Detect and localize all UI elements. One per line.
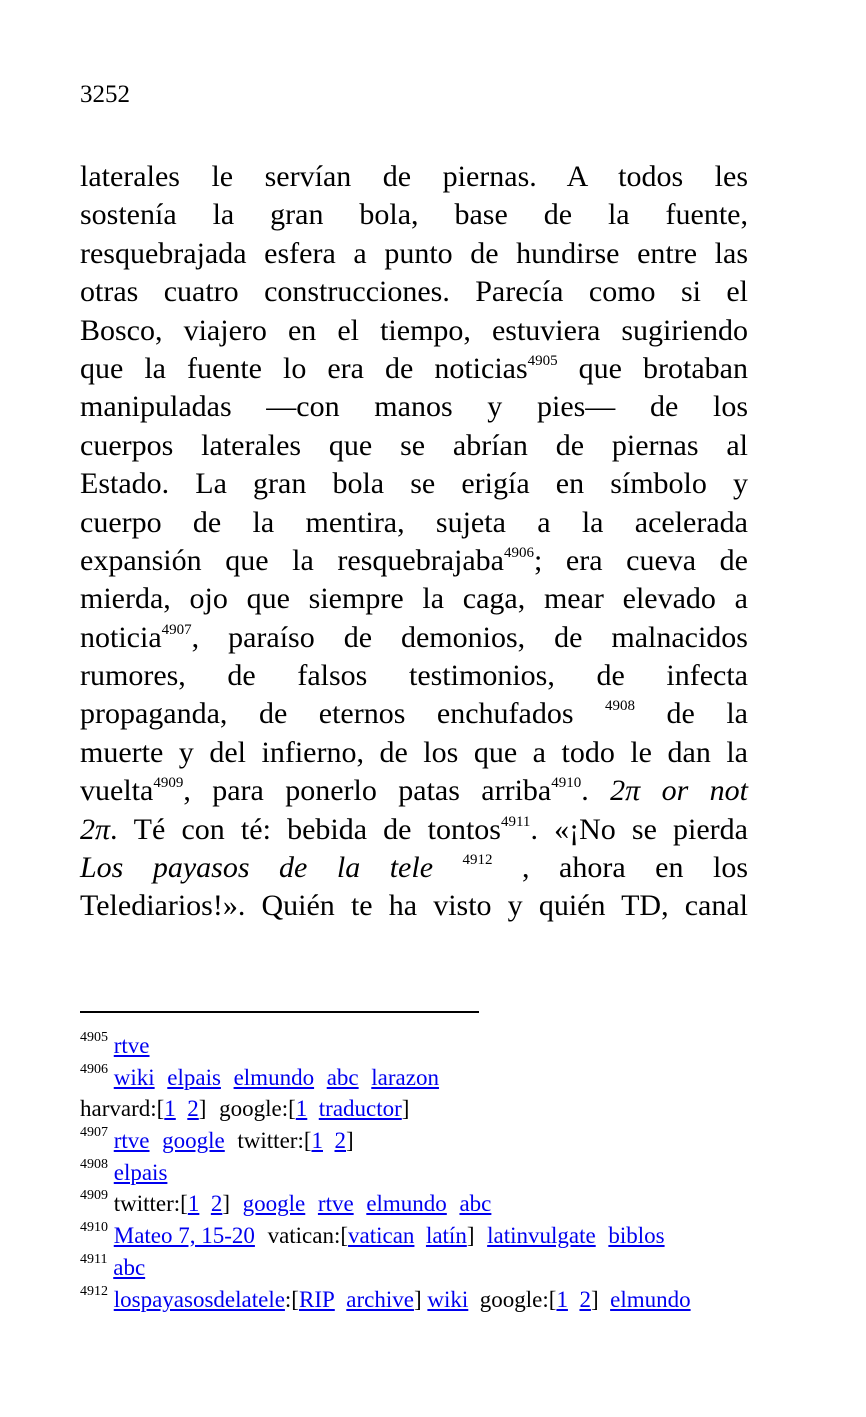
bracket: ] (198, 1096, 207, 1122)
text-run: vuelta (80, 774, 154, 808)
footnote-number: 4906 (80, 1061, 108, 1077)
bracket: :[ (284, 1286, 299, 1312)
text-run: ; era cueva de (533, 543, 748, 577)
footnote-link[interactable]: 2 (187, 1096, 199, 1122)
text-line: Telediarios!». Quién te ha visto y quién TD, canal (80, 889, 748, 923)
footnote-link[interactable]: 1 (164, 1096, 176, 1122)
text-run: . Té con té: bebida de tontos (110, 812, 501, 846)
page-number: 3252 (80, 81, 130, 108)
footnote-number: 4905 (80, 1030, 108, 1045)
text-run: . (581, 774, 611, 808)
bracket: ] (413, 1286, 422, 1312)
footnote-link[interactable]: abc (459, 1191, 492, 1217)
text-line (80, 350, 748, 388)
footnote-number: 4907 (80, 1125, 108, 1141)
bracket: ] (346, 1128, 354, 1154)
text-line: resquebrajada esfera a punto de hundirse entre las (80, 236, 748, 270)
footnote-4912 (80, 1284, 760, 1316)
text-run: , ahora en los (492, 851, 749, 885)
source-label: google:[ (479, 1286, 557, 1312)
text-run: de la (635, 697, 748, 731)
text-line (80, 849, 748, 887)
footnote-4910 (80, 1220, 760, 1252)
footnote-link[interactable]: latín (425, 1223, 467, 1249)
footnote-link[interactable]: rtve (113, 1128, 150, 1154)
bracket: ] (222, 1191, 231, 1217)
footnote-ref: 4910 (551, 775, 582, 792)
footnote-number: 4908 (80, 1156, 108, 1172)
footnote-link[interactable]: rtve (113, 1033, 150, 1058)
footnote-link[interactable]: 1 (311, 1128, 323, 1154)
text-line: sostenía la gran bola, base de la fuente, (80, 198, 748, 232)
footnote-link[interactable]: elmundo (610, 1286, 691, 1312)
footnote-number: 4911 (80, 1251, 108, 1267)
footnote-link[interactable]: latinvulgate (487, 1223, 596, 1249)
text-line (80, 811, 748, 849)
footnote-link[interactable]: elmundo (233, 1064, 315, 1090)
italic-run: Los payasos de la tele (80, 851, 434, 885)
footnote-link[interactable]: Mateo 7, 15-20 (113, 1223, 255, 1249)
footnote-link[interactable]: lospayasosdelatele (113, 1286, 285, 1312)
footnote-link[interactable]: abc (326, 1064, 359, 1090)
footnote-ref: 4905 (527, 352, 558, 369)
text-run: . «¡No se pierda (530, 812, 748, 846)
footnote-4906 (80, 1062, 760, 1094)
body-text (80, 158, 748, 926)
text-line (80, 619, 748, 657)
footnote-4911 (80, 1252, 760, 1284)
text-line: otras cuatro construcciones. Parecía como si el (80, 275, 748, 309)
footnote-link[interactable]: archive (346, 1286, 414, 1312)
footnote-link[interactable]: 2 (579, 1286, 591, 1312)
source-label: vatican:[ (267, 1223, 349, 1249)
footnote-link[interactable]: larazon (371, 1064, 439, 1090)
footnote-link[interactable]: RIP (298, 1286, 335, 1312)
text-line: mierda, ojo que siempre la caga, mear elevado a (80, 582, 748, 616)
footnote-ref: 4912 (462, 852, 493, 869)
source-label: google:[ (219, 1096, 296, 1122)
footnote-4908 (80, 1157, 760, 1189)
text-line (80, 542, 748, 580)
bracket: ] (590, 1286, 599, 1312)
footnote-link[interactable]: traductor (318, 1096, 402, 1122)
source-label: twitter:[ (237, 1128, 312, 1154)
text-line: cuerpo de la mentira, sujeta a la acelerada (80, 505, 748, 539)
footnote-link[interactable]: elmundo (366, 1191, 447, 1217)
italic-run: 2π or not (610, 774, 749, 808)
text-line (80, 695, 748, 733)
footnote-ref: 4909 (153, 775, 184, 792)
footnote-ref: 4906 (503, 544, 534, 561)
footnote-link[interactable]: biblos (608, 1223, 665, 1249)
footnote-separator (80, 1011, 479, 1013)
footnote-link[interactable]: 2 (334, 1128, 346, 1154)
footnote-4909 (80, 1188, 760, 1220)
footnote-link[interactable]: elpais (167, 1064, 221, 1090)
footnote-link[interactable]: wiki (427, 1286, 469, 1312)
text-run: propaganda, de eternos enchufados (80, 697, 606, 731)
text-run: que brotaban (557, 351, 748, 385)
text-line: manipuladas —con manos y pies— de los (80, 390, 748, 424)
bracket: ] (401, 1096, 410, 1122)
footnote-link[interactable]: google (162, 1128, 225, 1154)
italic-run: 2π (80, 812, 111, 846)
footnote-link[interactable]: google (242, 1191, 306, 1217)
footnote-link[interactable]: elpais (113, 1159, 168, 1185)
footnote-link[interactable]: 2 (210, 1191, 223, 1217)
footnote-link[interactable]: abc (113, 1254, 146, 1280)
text-run: expansión que la resquebrajaba (80, 543, 504, 577)
footnote-link[interactable]: wiki (113, 1064, 155, 1090)
text-run: noticia (80, 620, 162, 654)
source-label: harvard:[ (80, 1096, 165, 1122)
text-run: , para ponerlo patas arriba (183, 774, 552, 808)
footnote-ref: 4907 (161, 621, 192, 638)
footnote-number: 4912 (80, 1283, 108, 1299)
bracket: ] (466, 1223, 475, 1249)
footnote-4907 (80, 1125, 760, 1157)
footnote-link[interactable]: vatican (348, 1223, 415, 1249)
text-line: Estado. La gran bola se erigía en símbolo y (80, 467, 748, 501)
text-line: rumores, de falsos testimonios, de infecta (80, 659, 748, 693)
text-line: cuerpos laterales que se abrían de piernas al (80, 428, 748, 462)
footnote-link[interactable]: 1 (295, 1096, 308, 1122)
footnote-4906-cont (80, 1093, 760, 1125)
footnote-link[interactable]: 1 (556, 1286, 568, 1312)
footnote-link[interactable]: rtve (317, 1191, 354, 1217)
footnote-ref: 4908 (605, 698, 636, 715)
footnote-number: 4910 (80, 1220, 108, 1236)
text-line: muerte y del infierno, de los que a todo le dan la (80, 735, 748, 769)
text-line (80, 772, 748, 810)
footnote-link[interactable]: 1 (187, 1191, 200, 1217)
footnote-ref: 4911 (500, 813, 531, 830)
source-label: twitter:[ (113, 1191, 188, 1217)
text-line: laterales le servían de piernas. A todos les (80, 160, 748, 193)
footnotes (80, 1030, 760, 1315)
footnote-4905 (80, 1030, 760, 1062)
text-line: Bosco, viajero en el tiempo, estuviera sugiriendo (80, 313, 748, 347)
footnote-number: 4909 (80, 1188, 108, 1204)
text-run: , paraíso de demonios, de malnacidos (191, 620, 748, 654)
text-run: que la fuente lo era de noticias (80, 351, 528, 385)
